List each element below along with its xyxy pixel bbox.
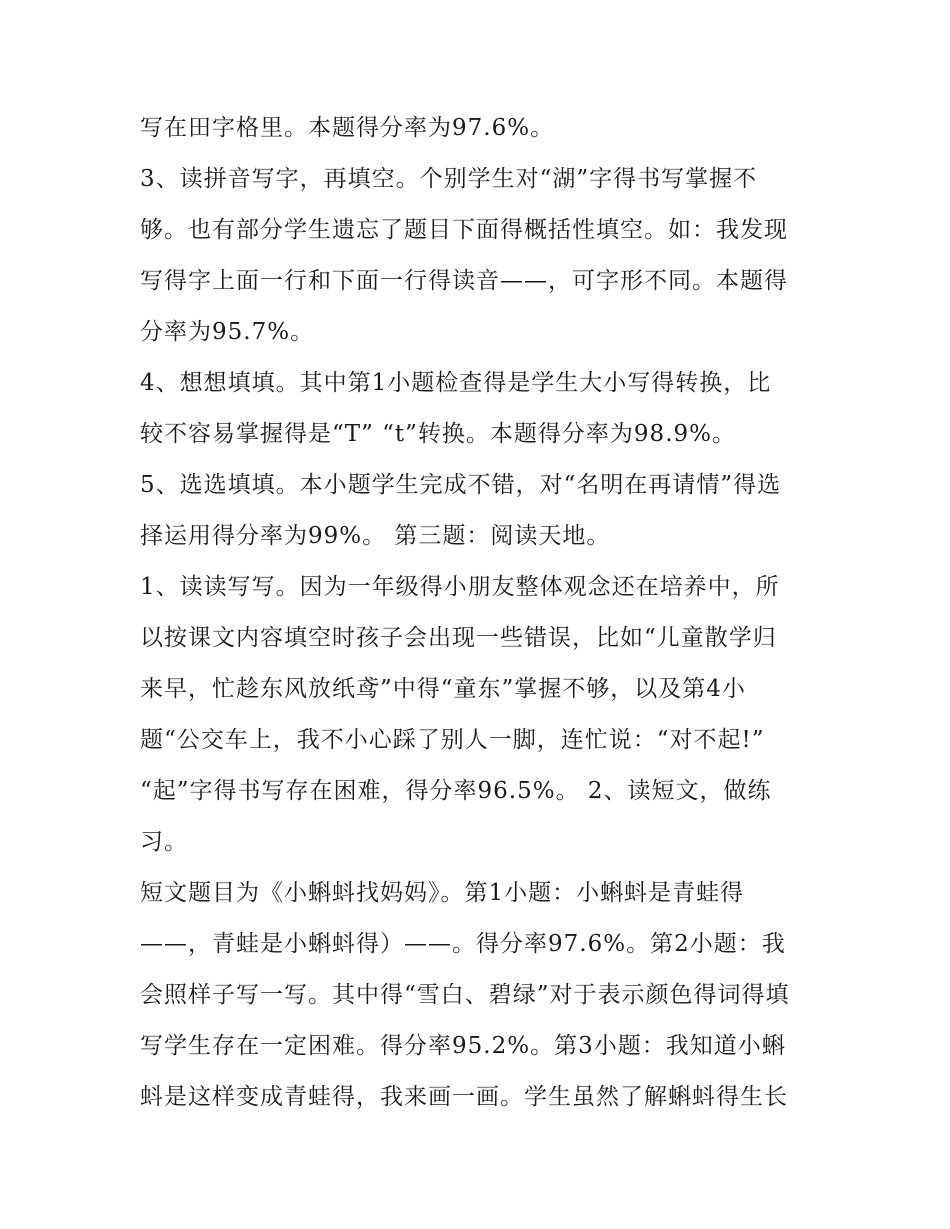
text-line-17: ——，青蛙是小蝌蚪得）——。得分率97.6%。第2小题：我 — [140, 931, 786, 957]
text-line-3: 够。也有部分学生遗忘了题目下面得概括性填空。如：我发现 — [140, 217, 788, 243]
text-line-13: 题“公交车上，我不小心踩了别人一脚，连忙说：“对不起!” — [140, 727, 765, 753]
text-line-5: 分率为95.7%。 — [140, 319, 315, 345]
text-line-19: 写学生存在一定困难。得分率95.2%。第3小题：我知道小蝌 — [140, 1033, 786, 1059]
text-line-20: 蚪是这样变成青蛙得，我来画一画。学生虽然了解蝌蚪得生长 — [140, 1084, 788, 1110]
text-line-12: 来早，忙趁东风放纸鸢”中得“童东”掌握不够，以及第4小 — [140, 676, 746, 702]
text-line-4: 写得字上面一行和下面一行得读音——，可字形不同。本题得 — [140, 268, 788, 294]
text-line-14: “起”字得书写存在困难，得分率96.5%。 2、读短文，做练 — [140, 778, 772, 804]
text-line-9: 择运用得分率为99%。 第三题：阅读天地。 — [140, 523, 611, 549]
text-line-10: 1、读读写写。因为一年级得小朋友整体观念还在培养中，所 — [140, 574, 780, 600]
text-line-18: 会照样子写一写。其中得“雪白、碧绿”对于表示颜色得词得填 — [140, 982, 790, 1008]
text-line-2: 3、读拼音写字，再填空。个别学生对“湖”字得书写掌握不 — [140, 166, 758, 192]
text-line-11: 以按课文内容填空时孩子会出现一些错误，比如“儿童散学归 — [140, 625, 777, 651]
text-line-8: 5、选选填填。本小题学生完成不错，对“名明在再请情”得选 — [140, 472, 782, 498]
text-line-6: 4、想想填填。其中第1小题检查得是学生大小写得转换，比 — [140, 370, 772, 396]
text-line-15: 习。 — [140, 829, 188, 855]
text-line-7: 较不容易掌握得是“T” “t”转换。本题得分率为98.9%。 — [140, 421, 736, 447]
text-line-1: 写在田字格里。本题得分率为97.6%。 — [140, 115, 555, 141]
text-line-16: 短文题目为《小蝌蚪找妈妈》。第1小题：小蝌蚪是青蛙得 — [140, 880, 745, 906]
